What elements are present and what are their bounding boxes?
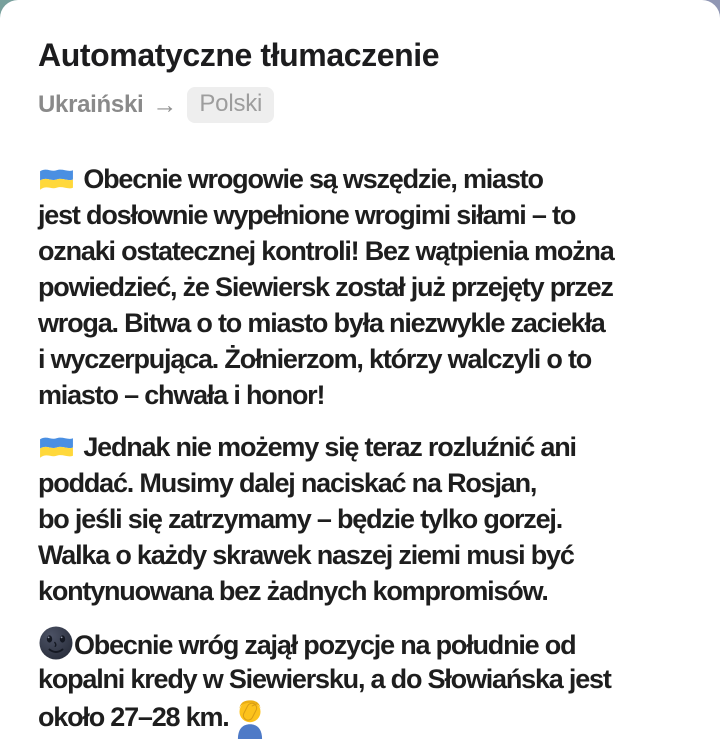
new-moon-face-emoji — [38, 625, 74, 661]
message-body — [38, 161, 692, 733]
target-language-selector[interactable]: Polski — [187, 87, 274, 123]
message-line: kopalni kredy w Siewiersku, a do Słowiańska jest — [38, 664, 611, 694]
message-line: Walka o każdy skrawek naszej ziemi musi być — [38, 540, 574, 570]
message-line: powiedzieć, że Siewiersk został już przejęty przez — [38, 272, 613, 302]
language-row — [38, 87, 692, 123]
message-paragraph — [38, 161, 692, 413]
message-line: Jednak nie możemy się teraz rozluźnić ani — [38, 429, 692, 465]
message-paragraph — [38, 429, 692, 609]
message-line: poddać. Musimy dalej naciskać na Rosjan, — [38, 468, 537, 498]
message-line: i wyczerpująca. Żołnierzom, którzy walczyli o to — [38, 344, 592, 374]
panel-title: Automatyczne tłumaczenie — [38, 37, 440, 73]
message-line: jest dosłownie wypełnione wrogimi siłami – to — [38, 200, 576, 230]
message-line: bo jeśli się zatrzymamy – będzie tylko gorzej. — [38, 504, 563, 534]
message-line: wroga. Bitwa o to miasto była niezwykle zaciekła — [38, 308, 605, 338]
ukraine-flag-emoji — [38, 165, 75, 192]
message-line: około 27–28 km. — [38, 697, 692, 733]
ukraine-flag-emoji — [38, 433, 75, 460]
message-line: kontynuowana bez żadnych kompromisów. — [38, 576, 548, 606]
source-language-label: Ukraiński — [38, 91, 144, 118]
arrow-right-icon: → — [152, 90, 178, 119]
message-paragraph — [38, 625, 692, 733]
message-line: oznaki ostatecznej kontroli! Bez wątpienia można — [38, 236, 614, 266]
message-line: Obecnie wróg zajął pozycje na południe od — [38, 625, 692, 661]
man-facepalming-emoji — [231, 697, 269, 739]
message-line: miasto – chwała i honor! — [38, 380, 325, 410]
message-line: Obecnie wrogowie są wszędzie, miasto — [38, 161, 692, 197]
